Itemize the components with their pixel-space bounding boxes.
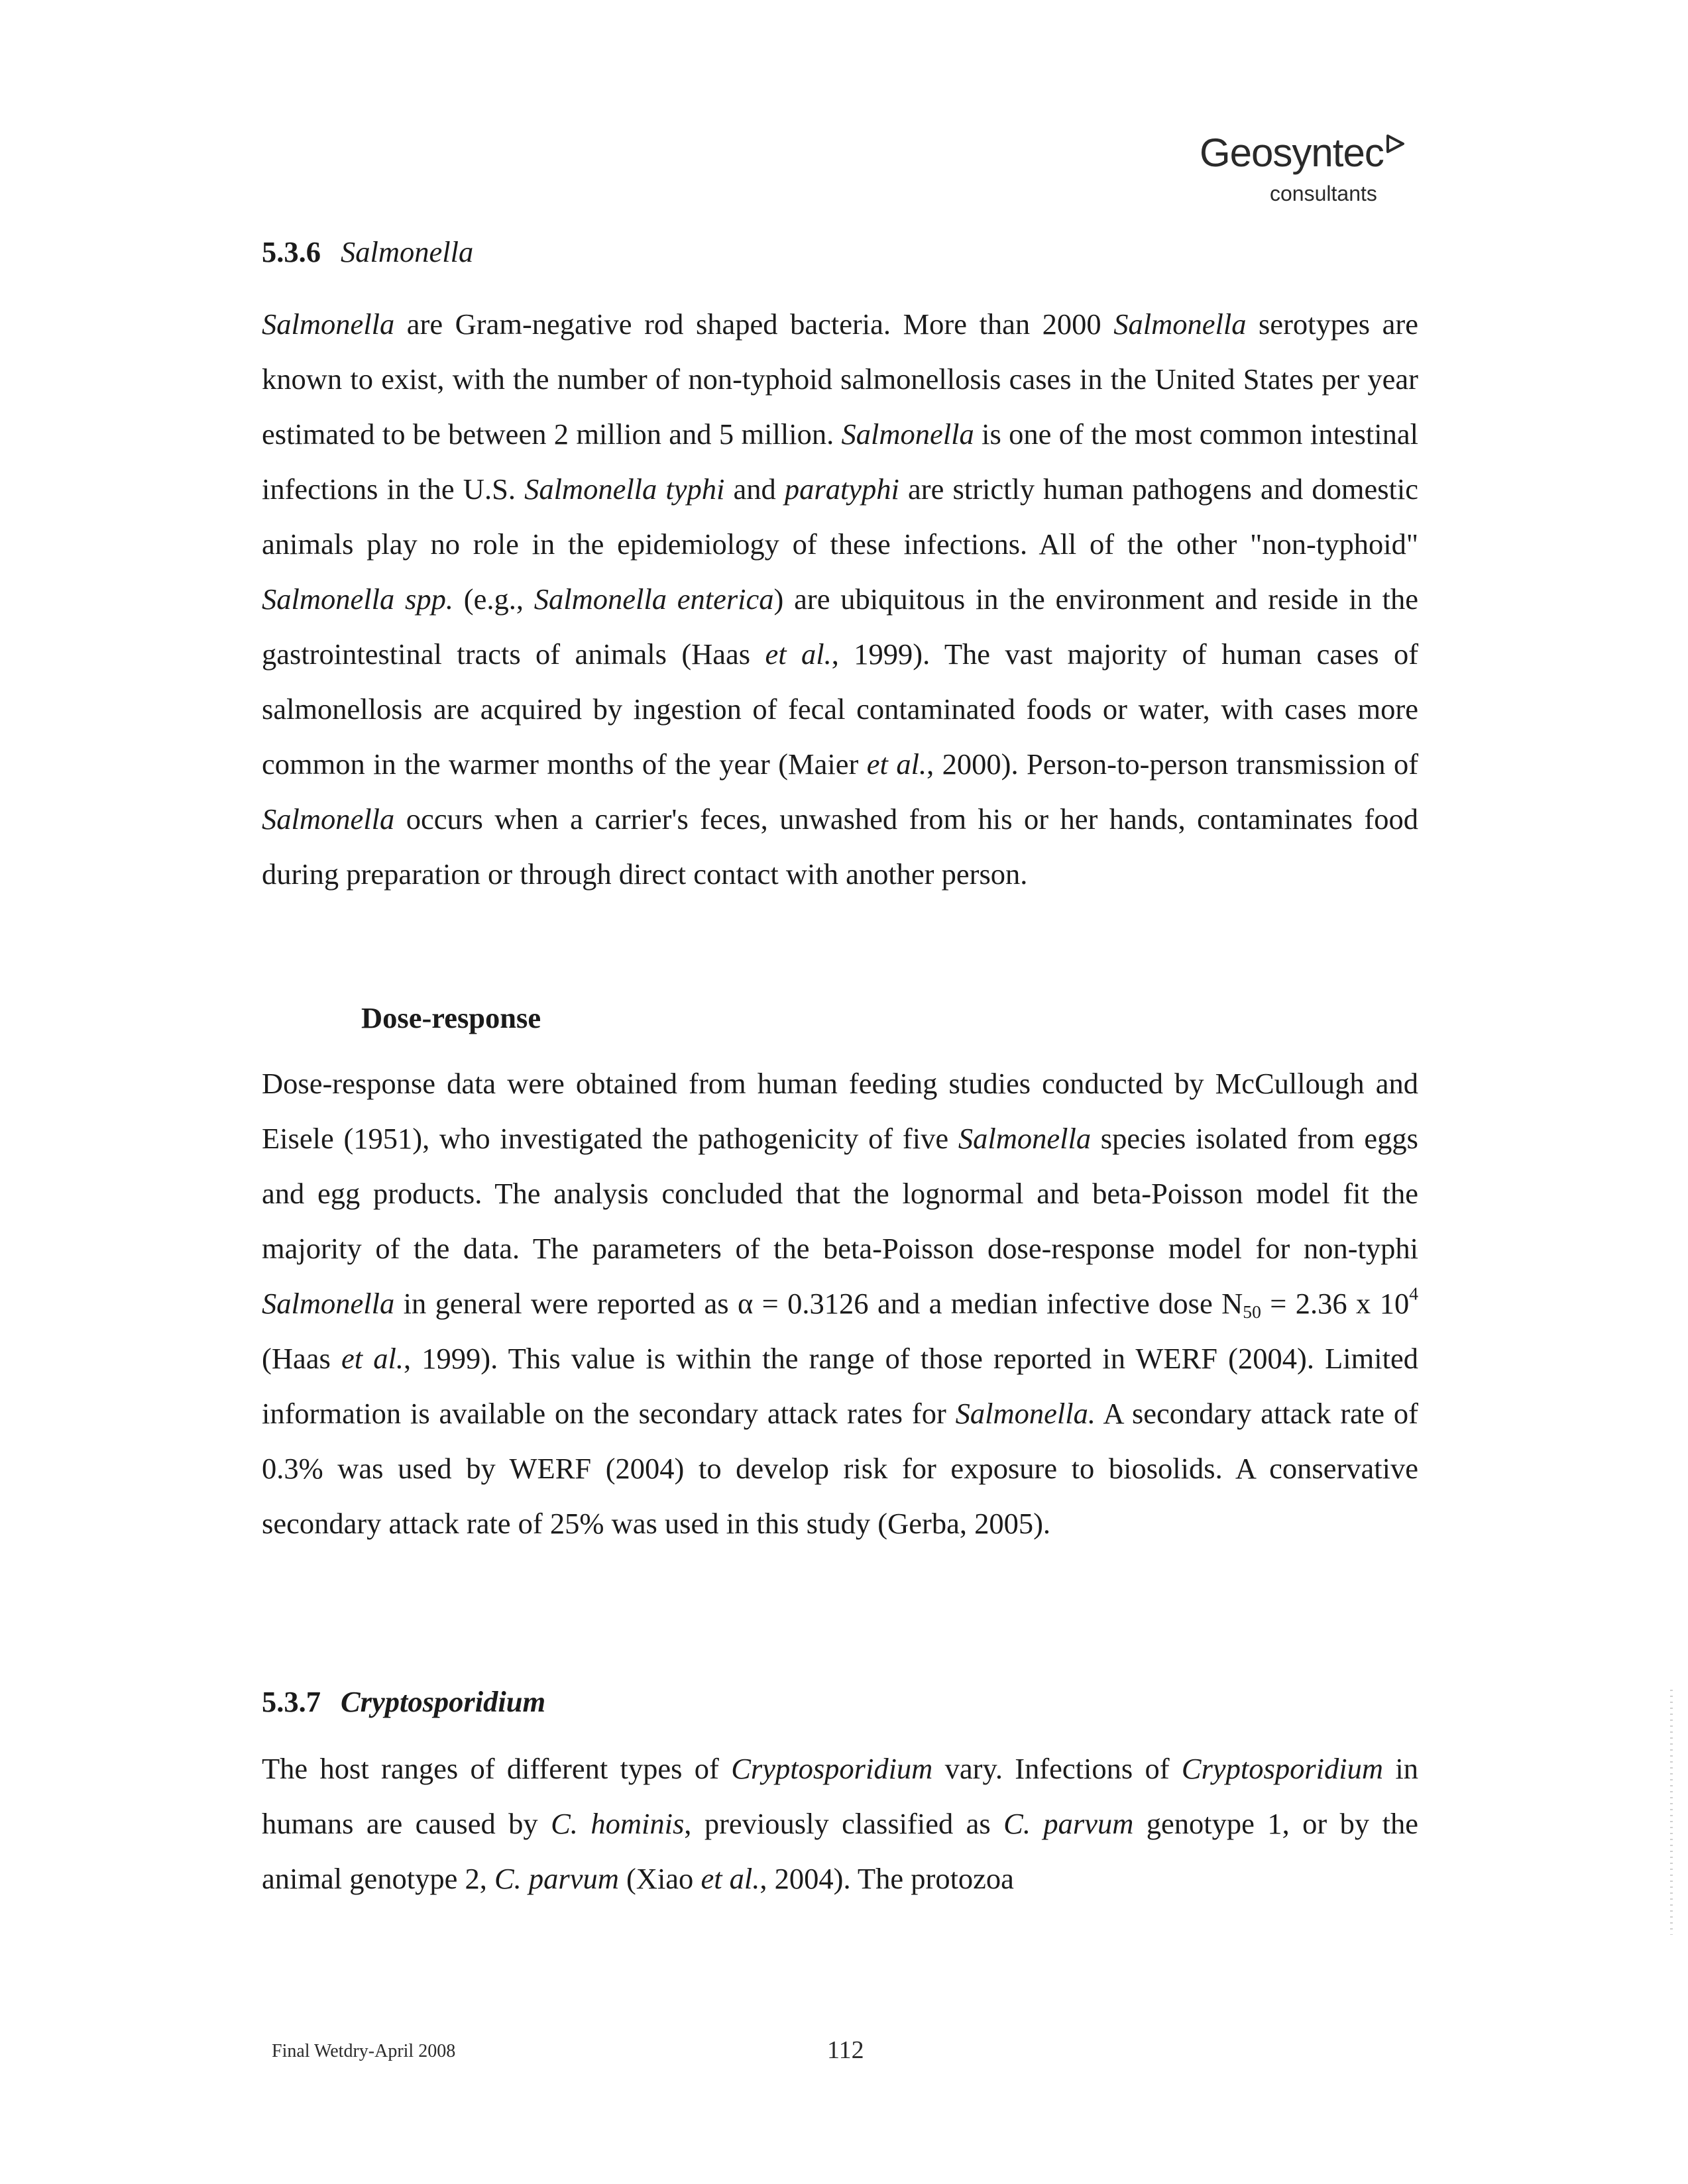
text-run: genotype 1, or by the animal genotype 2, xyxy=(262,1807,1418,1895)
text-run: , 1999). The vast majority of human cases of salmonellosis are acquired by ingestion of fecal contaminated foods or water, with cases more common in the warmer months of the year (Maier xyxy=(262,637,1419,781)
text-run: Salmonella xyxy=(841,417,974,451)
text-run: Salmonella xyxy=(262,1287,395,1320)
logo-wordmark: Geosyntec xyxy=(1200,131,1384,175)
text-run: et al. xyxy=(341,1342,404,1375)
text-run: 4 xyxy=(1409,1283,1418,1304)
text-run: Salmonella xyxy=(958,1122,1092,1155)
section-title: Cryptosporidium xyxy=(341,1685,546,1718)
text-run: (e.g., xyxy=(453,582,534,616)
footer-document-label: Final Wetdry-April 2008 xyxy=(272,2041,456,2061)
text-run: Cryptosporidium xyxy=(731,1752,933,1785)
text-run: occurs when a carrier's feces, unwashed from his or her hands, contaminates food during preparation or through direct contact with another person. xyxy=(262,802,1418,891)
text-run: Salmonella spp. xyxy=(262,582,453,616)
text-run: in general were reported as α = 0.3126 and a median infective dose N xyxy=(394,1287,1243,1320)
text-run: Salmonella typhi xyxy=(524,472,725,506)
text-run: and xyxy=(724,472,785,506)
section-heading-5-3-6 xyxy=(262,233,473,270)
text-run: , previously classified as xyxy=(684,1807,1004,1840)
page-number: 112 xyxy=(827,2036,864,2064)
text-run: vary. Infections of xyxy=(932,1752,1182,1785)
scan-edge-marks xyxy=(1670,1690,1673,1935)
text-run: , 2000). Person-to-person transmission of xyxy=(927,747,1419,781)
section-number: 5.3.7 xyxy=(262,1685,321,1718)
text-run: 50 xyxy=(1243,1301,1261,1322)
text-run: C. hominis xyxy=(551,1807,685,1840)
text-run: A secondary attack rate of 0.3% was used by WERF (2004) to develop risk for exposure to biosolids. A conservative secondary attack rate of 25% was used in this study (Gerba, 2005). xyxy=(262,1397,1418,1540)
text-run: Dose-response data were obtained from human feeding studies conducted by McCullough and Eisele (1951), who investigated the pathogenicity of five xyxy=(262,1067,1418,1155)
section-number: 5.3.6 xyxy=(262,235,321,268)
text-run: C. parvum xyxy=(494,1862,619,1895)
text-run: Salmonella. xyxy=(955,1397,1096,1430)
text-run: Salmonella xyxy=(262,802,395,836)
text-run: are strictly human pathogens and domestic animals play no role in the epidemiology of these infections. All of the other "non-typhoid" xyxy=(262,472,1418,561)
text-run: C. parvum xyxy=(1003,1807,1134,1840)
dose-response-paragraph xyxy=(262,1056,1418,1551)
text-run: in humans are caused by xyxy=(262,1752,1418,1840)
text-run: Cryptosporidium xyxy=(1181,1752,1384,1785)
text-run: serotypes are known to exist, with the number of non-typhoid salmonellosis cases in the United States per year estimated to be between 2 million and 5 million. xyxy=(262,307,1418,451)
dose-response-heading: Dose-response xyxy=(361,1001,541,1034)
text-run: species isolated from eggs and egg products. The analysis concluded that the lognormal and beta-Poisson model fit the majority of the data. The parameters of the beta-Poisson dose-response model for non-typhi xyxy=(262,1122,1418,1265)
salmonella-paragraph xyxy=(262,297,1418,902)
text-run: Salmonella xyxy=(1113,307,1247,341)
text-run: et al. xyxy=(765,637,832,671)
text-run: Salmonella xyxy=(262,307,395,341)
text-run: , 1999). This value is within the range of those reported in WERF (2004). Limited information is available on the secondary attack rates for xyxy=(262,1342,1419,1430)
text-run: are Gram-negative rod shaped bacteria. More than 2000 xyxy=(394,307,1114,341)
text-run: The host ranges of different types of xyxy=(262,1752,732,1785)
cryptosporidium-paragraph xyxy=(262,1741,1418,1906)
text-run: is one of the most common intestinal infections in the U.S. xyxy=(262,417,1418,506)
text-run: Salmonella enterica xyxy=(534,582,774,616)
logo-subtitle: consultants xyxy=(1270,182,1377,205)
text-run: (Haas xyxy=(262,1342,341,1375)
text-run: = 2.36 x 10 xyxy=(1261,1287,1410,1320)
text-run: et al. xyxy=(866,747,927,781)
section-title: Salmonella xyxy=(341,235,474,268)
company-logo xyxy=(1186,130,1438,209)
text-run: ) are ubiquitous in the environment and reside in the gastrointestinal tracts of animals (Haas xyxy=(262,582,1419,671)
text-run: paratyphi xyxy=(784,472,899,506)
text-run: (Xiao xyxy=(618,1862,701,1895)
text-run: et al. xyxy=(701,1862,760,1895)
triangle-arrow-icon xyxy=(1385,134,1405,154)
text-run: , 2004). The protozoa xyxy=(760,1862,1014,1895)
section-heading-5-3-7 xyxy=(262,1683,545,1720)
